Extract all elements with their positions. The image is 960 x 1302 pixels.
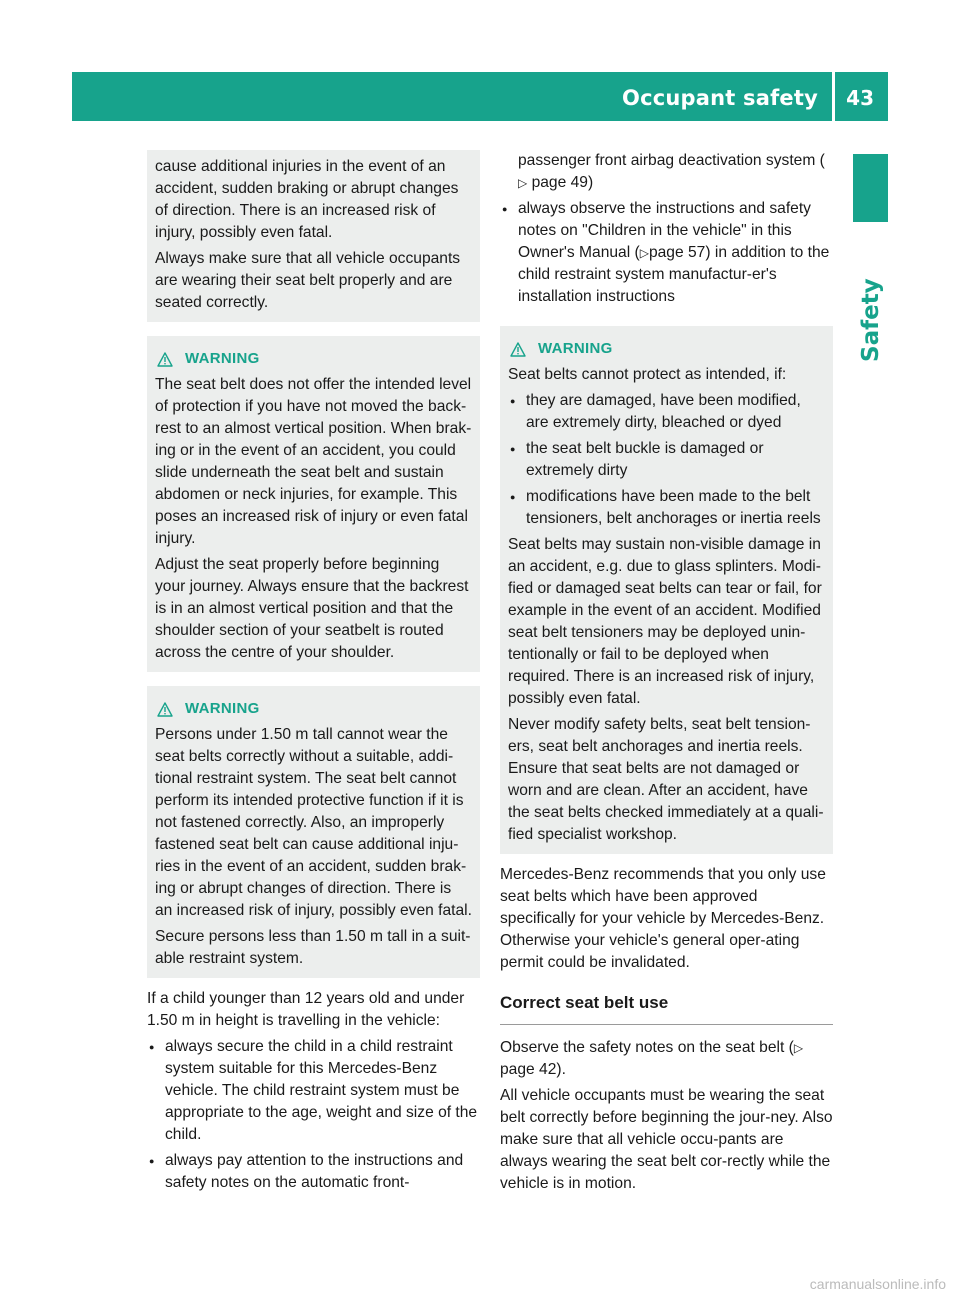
paragraph: If a child younger than 12 years old and under 1.50 m in height is travelling in the vehicle: — [147, 990, 465, 1029]
warning-header — [157, 698, 472, 720]
paragraph: Seat belts may sustain non-visible damage in an accident, e.g. due to glass splinters. Modi-fied or damaged seat belts can tear or fail, for example in the event of an accident. Modified seat belt tensioners may be deployed unin-tentionally or fail to be deployed when required. There is an increased risk of injury, possibly even fatal. — [508, 536, 822, 707]
warning-header — [157, 348, 472, 370]
warning-label: WARNING — [538, 340, 613, 357]
page-reference-link[interactable]: page 42 — [500, 1061, 557, 1078]
paragraph: Persons under 1.50 m tall cannot wear the seat belts correctly without a suitable, addi-tional restraint system. The seat belt cannot perform its intended protective function if it is not fastened correctly. Also, an improperly fastened seat belt can cause additional inju-ries in the event of an accident, sudden brak-ing or abrupt changes of direction. There is an increased risk of injury, possibly even fatal. — [155, 726, 472, 919]
page-reference-link[interactable]: page 49 — [531, 174, 588, 191]
paragraph: All vehicle occupants must be wearing the seat belt correctly before beginning the jour-ney. Also make sure that all vehicle occu-pants are always wearing the seat belt cor-rectly while the vehicle is in motion. — [500, 1087, 833, 1192]
list-item: ● always pay attention to the instructions and safety notes on the automatic front- — [147, 1150, 480, 1194]
watermark: carmanualsonline.info — [809, 1276, 946, 1292]
page-title: Occupant safety — [622, 86, 818, 110]
list-item: ● always observe the instructions and safety notes on "Children in the vehicle" in this Owner's Manual (▷page 57) in addition to the child restraint system manufactur-er's installation instructions — [500, 198, 833, 308]
page-number: 43 — [846, 86, 874, 110]
warning-box-seat-belts — [500, 326, 833, 854]
paragraph: The seat belt does not offer the intended level of protection if you have not moved the back-rest to an almost vertical position. When brak-ing or in the event of an accident, you could slide underneath the seat belt and sustain abdomen or neck injuries, for example. This poses an increased risk of injury or even fatal injury. — [155, 376, 472, 547]
list-item-continuation: passenger front airbag deactivation system (▷ page 49) — [500, 150, 833, 194]
paragraph: Secure persons less than 1.50 m tall in a suit-able restraint system. — [155, 928, 471, 967]
side-tab-label: Safety — [858, 278, 884, 362]
side-tab-block — [853, 154, 888, 222]
warning-box-persons-under — [147, 686, 480, 978]
page-reference-link[interactable]: page 57 — [648, 244, 706, 261]
bullet-list — [508, 390, 825, 530]
header-divider — [832, 72, 835, 121]
bullet-continuation — [500, 150, 833, 308]
warning-triangle-icon — [157, 702, 173, 717]
paragraph: Adjust the seat properly before beginning your journey. Always ensure that the backrest is in an almost vertical position and that the shoulder section of your seatbelt is routed across the centre of your shoulder. — [155, 556, 469, 661]
paragraph: Always make sure that all vehicle occupants are wearing their seat belt properly and are seated correctly. — [155, 250, 461, 311]
bullet-list — [147, 1036, 480, 1194]
child-section — [147, 988, 480, 1194]
warning-box-backrest — [147, 336, 480, 672]
correct-use-section — [500, 1037, 833, 1195]
list-item: ● the seat belt buckle is damaged or extremely dirty — [508, 438, 825, 482]
paragraph: Never modify safety belts, seat belt tension-ers, seat belt anchorages and inertia reels. Ensure that seat belts are not damaged or worn and are clean. After an accident, have the seat belts checked immediately at a quali-fied specialist workshop. — [508, 716, 824, 843]
paragraph: Mercedes-Benz recommends that you only use seat belts which have been approved specifically for your vehicle by Mercedes-Benz. Otherwise your vehicle's general oper-ating permit could be invalidated. — [500, 866, 826, 971]
section-heading: Correct seat belt use — [500, 992, 833, 1025]
warning-label: WARNING — [185, 700, 260, 717]
warning-header — [510, 338, 825, 360]
paragraph: cause additional injuries in the event of an accident, sudden braking or abrupt changes of direction. There is an increased risk of injury, possibly even fatal. — [155, 158, 459, 241]
list-item: ● they are damaged, have been modified, are extremely dirty, bleached or dyed — [508, 390, 825, 434]
list-item: ● modifications have been made to the belt tensioners, belt anchorages or inertia reels — [508, 486, 825, 530]
page-ref-arrow-icon: ▷ — [518, 176, 528, 190]
left-column — [147, 150, 480, 1198]
page-ref-arrow-icon: ▷ — [793, 1041, 804, 1055]
right-column — [500, 150, 833, 1199]
warning-triangle-icon — [157, 352, 173, 367]
warning-label: WARNING — [185, 350, 260, 367]
warning-triangle-icon — [510, 342, 526, 357]
header-bar — [72, 72, 888, 121]
warning-continuation-box — [147, 150, 480, 322]
list-item: ● always secure the child in a child restraint system suitable for this Mercedes-Benz vehicle. The child restraint system must be appropriate to the age, weight and size of the child. — [147, 1036, 480, 1146]
recommendation — [500, 864, 833, 974]
page-ref-arrow-icon: ▷ — [639, 246, 649, 260]
paragraph: Observe the safety notes on the seat belt (▷page 42). — [500, 1039, 804, 1078]
paragraph: Seat belts cannot protect as intended, if: — [508, 366, 787, 383]
bullet-list — [500, 198, 833, 308]
